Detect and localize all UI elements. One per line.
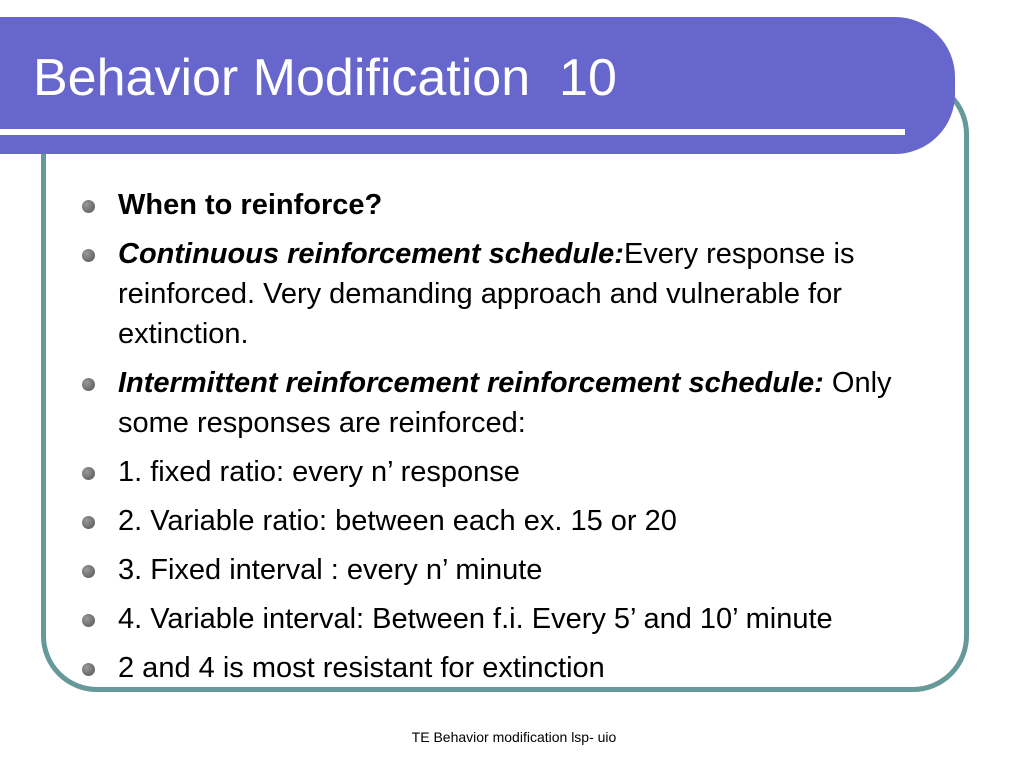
bullet-most-resistant [80, 648, 950, 688]
bullet-term: Intermittent reinforcement reinforcement schedule: [118, 367, 824, 399]
bullet-list [80, 185, 950, 697]
footer-text: TE Behavior modification lsp- uio [411, 729, 617, 745]
bullet-icon [82, 663, 95, 676]
bullet-variable-ratio [80, 501, 950, 541]
bullet-variable-interval [80, 599, 950, 639]
bullet-text: 1. fixed ratio: every n’ response [118, 456, 520, 488]
bullet-fixed-ratio [80, 452, 950, 492]
bullet-text: 2 and 4 is most resistant for extinction [118, 652, 605, 684]
bullet-text: When to reinforce? [118, 189, 383, 221]
bullet-text: 2. Variable ratio: between each ex. 15 or 20 [118, 505, 677, 537]
slide-footer [0, 729, 1024, 745]
bullet-text: Every response is reinforced. Very demanding approach and vulnerable for extinction. [118, 238, 855, 350]
bullet-icon [82, 200, 95, 213]
bullet-intermittent-schedule [80, 363, 950, 443]
bullet-text: Only some responses are reinforced: [118, 367, 892, 439]
title-underline [0, 129, 905, 135]
bullet-icon [82, 467, 95, 480]
bullet-fixed-interval [80, 550, 950, 590]
bullet-when-to-reinforce [80, 185, 950, 225]
bullet-term: Continuous reinforcement schedule: [118, 238, 624, 270]
bullet-text: 3. Fixed interval : every n’ minute [118, 554, 543, 586]
bullet-icon [82, 378, 95, 391]
slide-title: Behavior Modification 10 [33, 49, 617, 107]
bullet-text: 4. Variable interval: Between f.i. Every 5’ and 10’ minute [118, 603, 833, 635]
bullet-icon [82, 614, 95, 627]
bullet-icon [82, 516, 95, 529]
bullet-icon [82, 249, 95, 262]
bullet-icon [82, 565, 95, 578]
bullet-continuous-schedule [80, 234, 950, 354]
